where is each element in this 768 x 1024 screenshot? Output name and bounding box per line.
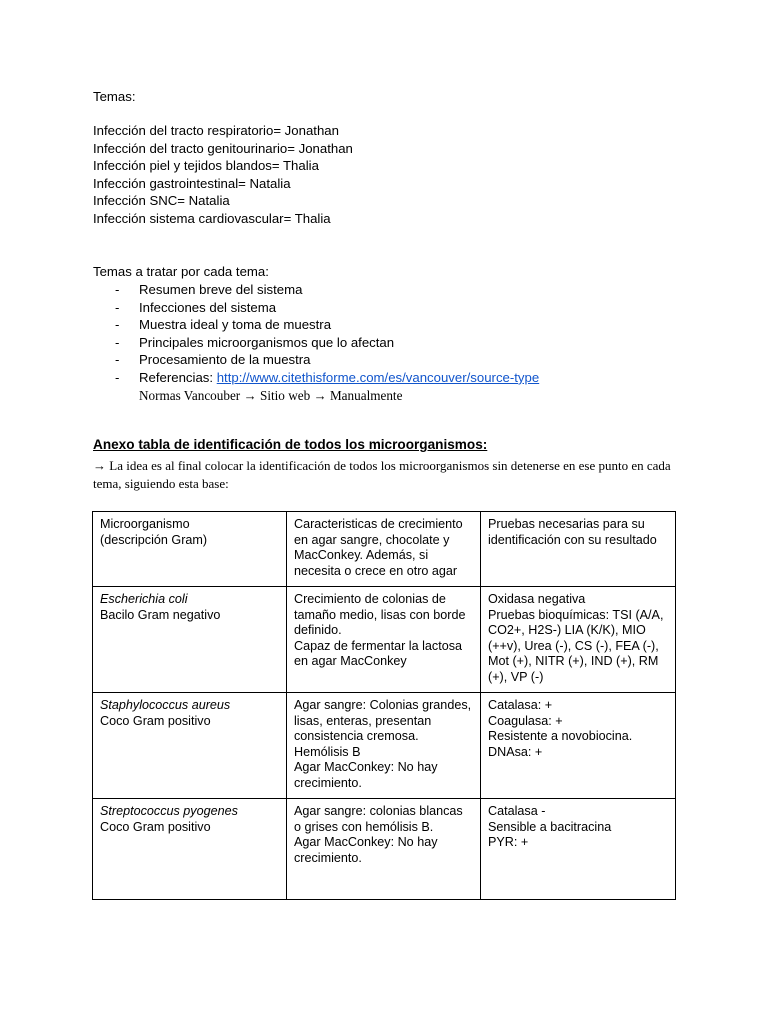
annex-intro: → La idea es al final colocar la identificación de todos los microorganismos sin detenerse en ese punto en cada tema, siguiendo esta base: — [93, 458, 671, 491]
header-cell-organism — [93, 512, 287, 587]
assignment-item: Infección gastrointestinal= Natalia — [93, 175, 291, 191]
header-cell-tests — [481, 512, 676, 587]
test-text: Sensible a bacitracina — [488, 819, 612, 834]
bullet-dash: - — [115, 369, 120, 385]
subtopic-text: Infecciones del sistema — [139, 299, 277, 315]
subtopic-text: Resumen breve del sistema — [139, 282, 303, 297]
citation-link[interactable]: http://www.citethisforme.com/es/vancouver/source-type — [216, 369, 540, 385]
header-text: Caracteristicas de crecimiento en agar sangre, chocolate y MacConkey. Además, si necesita o crece en otro agar — [294, 517, 463, 578]
organism-name: Staphylococcus aureus — [100, 698, 231, 712]
table-row — [93, 587, 676, 693]
subtopic-text: Procesamiento de la muestra — [139, 352, 311, 368]
identification-table — [92, 511, 676, 900]
references-note: Normas Vancouber → Sitio web → Manualmente — [139, 387, 403, 403]
test-text: DNAsa: + — [488, 744, 543, 759]
annex-title: Anexo tabla de identificación de todos los microorganismos: — [93, 437, 488, 452]
test-text: Pruebas bioquímicas: TSI (A/A, CO2+, H2S-) LIA (K/K), MIO (++v), Urea (-), CS (-), FEA (-), Mot (+), NITR (+), IND (+), RM (+), VP (-) — [488, 607, 664, 684]
tests-cell — [481, 693, 676, 799]
tests-cell — [481, 799, 676, 900]
bullet-dash: - — [115, 334, 120, 350]
organism-cell — [93, 587, 287, 693]
table-header-row — [93, 512, 676, 587]
tests-cell — [481, 587, 676, 693]
test-text: Coagulasa: + — [488, 713, 563, 728]
header-text: Microorganismo — [100, 517, 190, 531]
test-text: PYR: + — [488, 835, 529, 849]
test-text: Oxidasa negativa — [488, 592, 586, 606]
organism-name: Streptococcus pyogenes — [100, 804, 238, 818]
assignment-item: Infección piel y tejidos blandos= Thalia — [93, 158, 319, 173]
assignment-item: Infección del tracto genitourinario= Jonathan — [93, 140, 353, 156]
organism-name: Escherichia coli — [100, 592, 188, 606]
assignment-item: Infección del tracto respiratorio= Jonathan — [93, 123, 339, 138]
growth-cell — [287, 587, 481, 693]
growth-text: Agar sangre: Colonias grandes, lisas, enteras, presentan consistencia cremosa. Hemólisis B — [294, 698, 472, 759]
bullet-dash: - — [115, 282, 120, 297]
header-text: Pruebas necesarias para su identificación con su resultado — [488, 517, 657, 547]
growth-text: Agar MacConkey: No hay crecimiento. — [294, 760, 438, 790]
growth-text: Agar MacConkey: No hay crecimiento. — [294, 835, 438, 865]
references-line — [139, 369, 539, 387]
subtopic-text: Principales microorganismos que lo afectan — [139, 334, 395, 350]
growth-text: Agar sangre: colonias blancas o grises con hemólisis B. — [294, 804, 463, 834]
assignment-item: Infección SNC= Natalia — [93, 193, 230, 208]
header-text: (descripción Gram) — [100, 532, 208, 547]
test-text: Resistente a novobiocina. — [488, 729, 633, 743]
references-label: Referencias: — [139, 369, 217, 385]
growth-text: Crecimiento de colonias de tamaño medio, lisas con borde definido. — [294, 592, 466, 637]
topics-heading: Temas: — [93, 89, 136, 104]
growth-cell — [287, 799, 481, 900]
gram-description: Coco Gram positivo — [100, 713, 211, 728]
organism-cell — [93, 799, 287, 900]
bullet-dash: - — [115, 352, 120, 368]
subtopics-heading: Temas a tratar por cada tema: — [93, 264, 269, 279]
gram-description: Coco Gram positivo — [100, 819, 211, 834]
subtopic-text: Muestra ideal y toma de muestra — [139, 317, 332, 333]
growth-cell — [287, 693, 481, 799]
test-text: Catalasa: + — [488, 698, 553, 712]
header-cell-growth — [287, 512, 481, 587]
assignment-list — [93, 122, 353, 227]
bullet-dash: - — [115, 299, 120, 315]
growth-text: Capaz de fermentar la lactosa en agar MacConkey — [294, 638, 463, 668]
table-row — [93, 799, 676, 900]
organism-cell — [93, 693, 287, 799]
table-row — [93, 693, 676, 799]
assignment-item: Infección sistema cardiovascular= Thalia — [93, 210, 331, 226]
test-text: Catalasa - — [488, 804, 546, 818]
gram-description: Bacilo Gram negativo — [100, 607, 221, 622]
bullet-dash: - — [115, 317, 120, 333]
